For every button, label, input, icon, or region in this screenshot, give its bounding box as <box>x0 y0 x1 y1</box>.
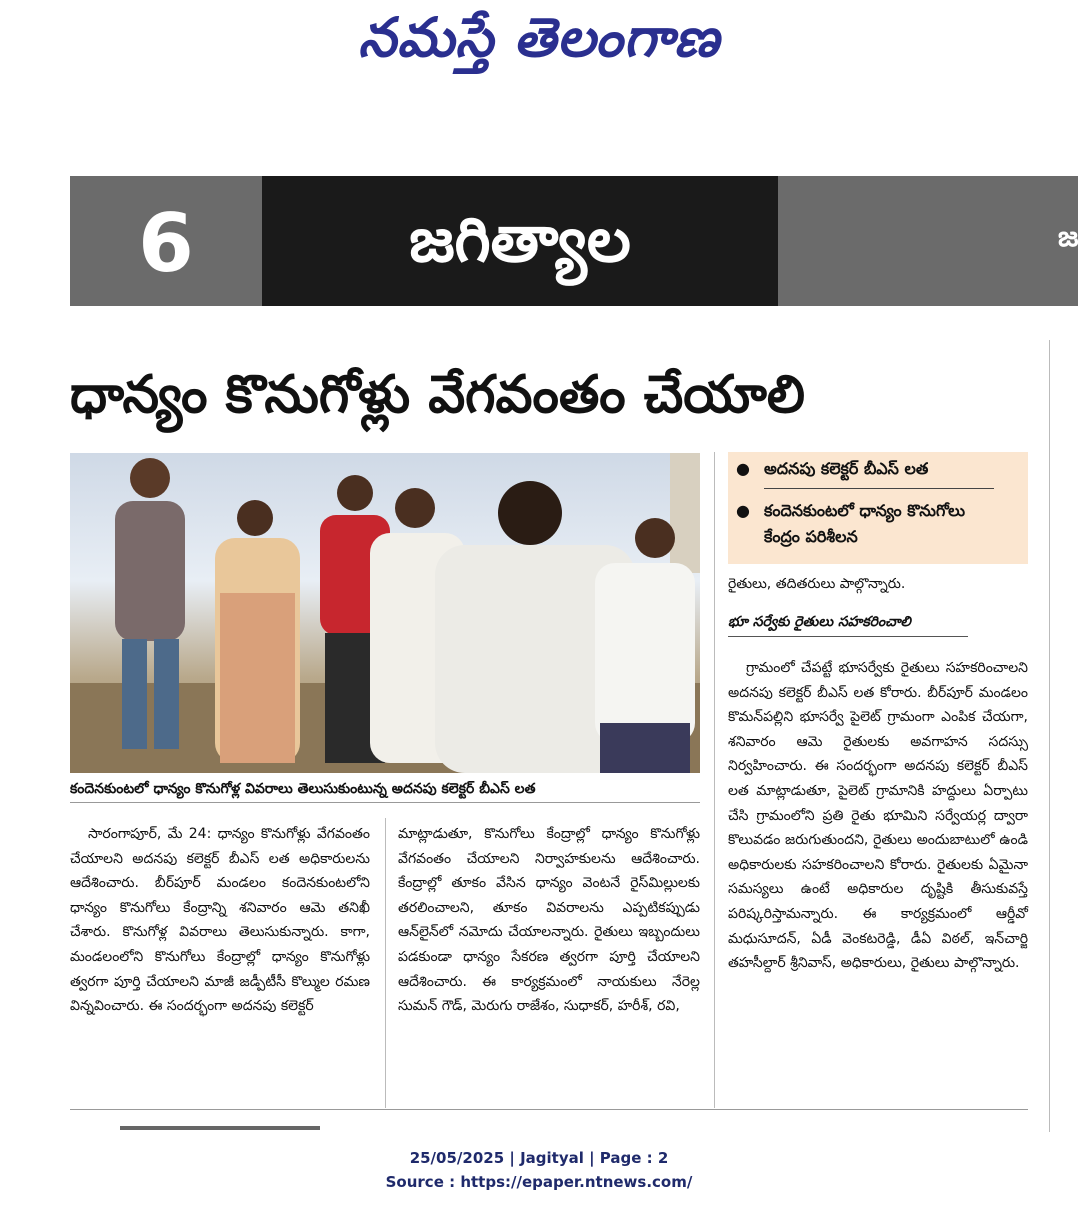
column-3-continuation <box>728 572 1028 597</box>
bullet-icon: ● <box>736 501 750 520</box>
footer-date-line: 25/05/2025 | Jagityal | Page : 2 <box>409 1149 669 1167</box>
highlight-divider <box>764 488 994 489</box>
section-title: జగిత్యాల <box>262 176 778 306</box>
highlight-text: కందెనకుంటలో ధాన్యం కొనుగోలు కేంద్రం పరిశీలన <box>764 501 966 546</box>
footer-source-line: Source : https://epaper.ntnews.com/ <box>385 1173 693 1191</box>
column-divider <box>385 818 386 1108</box>
page-footer <box>0 1146 1078 1194</box>
body-text: మాట్లాడుతూ, కొనుగోలు కేంద్రాల్లో ధాన్యం కొనుగోళ్లు వేగవంతం చేయాలని నిర్వాహకులను ఆదేశించారు. కేంద్రాల్లో తూకం వేసిన ధాన్యం వెంటనే రైస్‌మిల్లులకు తరలించాలని, తూకం వివరాలను ఎప్పటికప్పుడు ఆన్‌లైన్‌లో నమోదు చేయాలన్నారు. రైతులు ఇబ్బందులు పడకుండా ధాన్యం సేకరణ త్వరగా పూర్తి చేయాలని ఆదేశించారు. ఈ కార్యక్రమంలో నాయకులు నేరెల్ల సుమన్ గౌడ్, మెరుగు రాజేశం, సుధాకర్, హరీశ్, రవి, <box>398 826 700 1015</box>
people-photo-illustration <box>70 453 700 773</box>
newspaper-logo: నమస్తే తెలంగాణ <box>358 6 720 69</box>
article-headline: ధాన్యం కొనుగోళ్లు వేగవంతం చేయాలి <box>70 365 805 425</box>
person-figure-2 <box>215 500 300 763</box>
column-divider <box>1049 340 1050 1132</box>
article-subhead: భూ సర్వేకు రైతులు సహకరించాలి <box>728 608 968 637</box>
body-text: సారంగాపూర్, మే 24: ధాన్యం కొనుగోళ్లు వేగవంతం చేయాలని అదనపు కలెక్టర్ బీఎస్ లత అధికారులను ఆదేశించారు. బీర్‌పూర్ మండలం కందెనకుంటలోని ధాన్యం కొనుగోలు కేంద్రాన్ని శనివారం ఆమె తనిఖీ చేశారు. కొనుగోళ్ల వివరాలు తెలుసుకున్నారు. కాగా, మండలంలోని కొనుగోలు కేంద్రాల్లో ధాన్యం కొనుగోళ్లు త్వరగా పూర్తి చేయాలని మాజీ జడ్పీటీసీ కొల్ముల రమణ విన్నవించారు. ఈ సందర్భంగా అదనపు కలెక్టర్ <box>70 826 370 1015</box>
page-number: 6 <box>138 197 194 290</box>
masthead <box>0 0 1078 90</box>
highlights-box <box>728 452 1028 564</box>
column-2 <box>398 822 700 1019</box>
body-text: గ్రామంలో చేపట్టే భూసర్వేకు రైతులు సహకరించాలని అదనపు కలెక్టర్ బీఎస్ లత కోరారు. బీర్‌పూర్ మండలం కొమన్‌పల్లిని భూసర్వే పైలెట్ గ్రామంగా ఎంపిక చేయగా, శనివారం ఆమె రైతులకు అవగాహన సదస్సు నిర్వహించారు. ఈ సందర్భంగా అదనపు కలెక్టర్ బీఎస్ లత మాట్లాడుతూ, పైలెట్ గ్రామానికి హద్దులు ఏర్పాటు చేసి గ్రామంలోని ప్రతి రైతు భూమిని సర్వేయర్ల ద్వారా కొలువడం జరుగుతుందని, రైతులు అందుబాటులో ఉండి అధికారులకు సహకరించాలని కోరారు. రైతులకు ఏమైనా సమస్యలు ఉంటే అధికారుల దృష్టికి తీసుకువస్తే పరిష్కరిస్తామన్నారు. ఈ కార్యక్రమంలో ఆర్డీవో మధుసూదన్, ఏడీ వెంకటరెడ్డి, డీఏ విఠల్, ఇన్‌చార్జి తహసీల్దార్ శ్రీనివాస్, అధికారులు, రైతులు పాల్గొన్నారు. <box>728 660 1028 972</box>
column-divider <box>714 452 715 1108</box>
column-1 <box>70 822 370 1019</box>
column-3 <box>728 656 1028 976</box>
section-edge-glyph: జ <box>1058 220 1078 253</box>
cropped-next-article <box>120 1120 320 1130</box>
adjacent-article-cropped <box>1056 360 1078 1120</box>
bullet-icon: ● <box>736 459 750 478</box>
article-photo <box>70 453 700 773</box>
article-bottom-rule <box>70 1109 1028 1110</box>
highlight-text: అదనపు కలెక్టర్ బీఎస్ లత <box>764 459 929 478</box>
body-text: రైతులు, తదితరులు పాల్గొన్నారు. <box>728 576 906 592</box>
photo-caption: కందెనకుంటలో ధాన్యం కొనుగోళ్ల వివరాలు తెలుసుకుంటున్న అదనపు కలెక్టర్ బీఎస్ లత <box>70 776 700 803</box>
